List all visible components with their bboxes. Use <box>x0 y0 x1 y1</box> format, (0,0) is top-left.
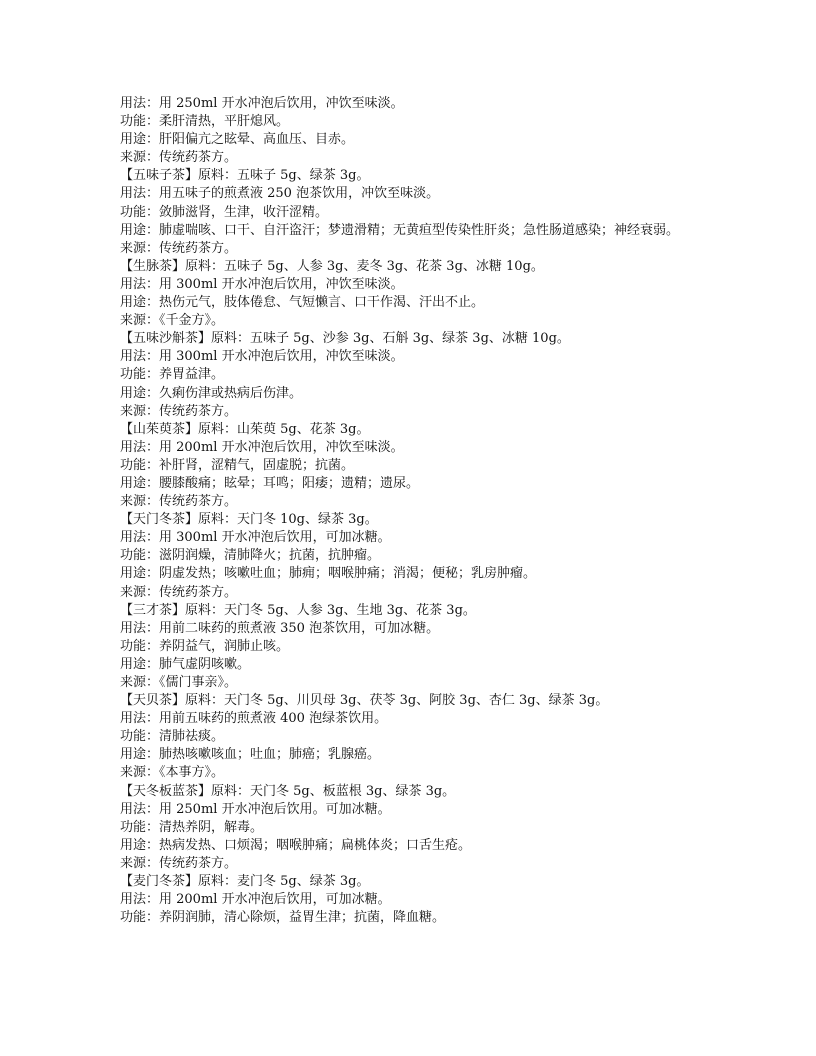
text-line: 功能：柔肝清热，平肝熄风。 <box>120 114 290 130</box>
recipe-heading: 【天冬板蓝茶】原料：天门冬 5g、板蓝根 3g、绿茶 3g。 <box>120 783 456 799</box>
recipe-heading: 【天贝茶】原料：天门冬 5g、川贝母 3g、茯苓 3g、阿胶 3g、杏仁 3g、绿茶 3g。 <box>120 693 609 709</box>
text-line: 功能：清热养阴，解毒。 <box>120 819 264 835</box>
text-line: 功能：滋阴润燥，清肺降火；抗菌，抗肿瘤。 <box>120 548 381 564</box>
text-line: 功能：养阴益气，润肺止咳。 <box>120 638 290 654</box>
document-body <box>120 95 720 927</box>
text-line: 用法：用 300ml 开水冲泡后饮用，冲饮至味淡。 <box>120 276 404 292</box>
text-line: 用法：用 250ml 开水冲泡后饮用，冲饮至味淡。 <box>120 96 404 111</box>
text-line: 来源：传统药茶方。 <box>120 150 238 166</box>
text-line: 用途：久痢伤津或热病后伤津。 <box>120 385 303 401</box>
text-line: 功能：清肺祛痰。 <box>120 729 225 745</box>
text-line: 用法：用五味子的煎煮液 250 泡茶饮用，冲饮至味淡。 <box>120 186 440 202</box>
text-line: 功能：养阴润肺，清心除烦，益胃生津；抗菌，降血糖。 <box>120 910 446 926</box>
text-line: 来源：传统药茶方。 <box>120 855 238 871</box>
text-line: 来源：《千金方》。 <box>120 313 225 329</box>
text-line: 来源：《本事方》。 <box>120 765 225 781</box>
text-line: 用法：用 200ml 开水冲泡后饮用，冲饮至味淡。 <box>120 439 404 455</box>
text-line: 来源：传统药茶方。 <box>120 240 238 256</box>
text-line: 用途：阴虚发热；咳嗽吐血；肺痈；咽喉肿痛；消渴；便秘；乳房肿瘤。 <box>120 566 537 582</box>
text-line: 来源：《儒门事亲》。 <box>120 675 238 690</box>
text-line: 用法：用前五味药的煎煮液 400 泡绿茶饮用。 <box>120 711 388 727</box>
recipe-heading: 【天门冬茶】原料：天门冬 10g、绿茶 3g。 <box>120 512 378 528</box>
text-line: 功能：补肝肾，涩精气，固虚脱；抗菌。 <box>120 457 355 473</box>
text-line: 用法：用前二味药的煎煮液 350 泡茶饮用，可加冰糖。 <box>120 620 440 636</box>
text-line: 用途：肝阳偏亢之眩晕、高血压、目赤。 <box>120 132 355 148</box>
text-line: 功能：敛肺滋肾，生津，收汗涩精。 <box>120 204 329 220</box>
text-line: 用途：肺气虚阴咳嗽。 <box>120 656 251 672</box>
text-line: 用法：用 300ml 开水冲泡后饮用，冲饮至味淡。 <box>120 349 404 365</box>
text-line: 用途：热伤元气，肢体倦怠、气短懒言、口干作渴、汗出不止。 <box>120 295 485 311</box>
text-line: 用途：腰膝酸痛；眩晕；耳鸣；阳痿；遗精；遗尿。 <box>120 475 420 491</box>
recipe-heading: 【生脉茶】原料：五味子 5g、人参 3g、麦冬 3g、花茶 3g、冰糖 10g。 <box>120 258 544 274</box>
text-line: 来源：传统药茶方。 <box>120 584 238 600</box>
recipe-heading: 【五味子茶】原料：五味子 5g、绿茶 3g。 <box>120 168 370 184</box>
text-line: 来源：传统药茶方。 <box>120 494 238 510</box>
text-line: 用途：热病发热、口烦渴；咽喉肿痛；扁桃体炎；口舌生疮。 <box>120 837 472 853</box>
recipe-heading: 【五味沙斛茶】原料：五味子 5g、沙参 3g、石斛 3g、绿茶 3g、冰糖 10g。 <box>120 331 570 347</box>
text-line: 功能：养胃益津。 <box>120 367 225 383</box>
text-line: 用法：用 300ml 开水冲泡后饮用，可加冰糖。 <box>120 530 391 546</box>
text-line: 用法：用 250ml 开水冲泡后饮用。可加冰糖。 <box>120 801 391 817</box>
recipe-heading: 【麦门冬茶】原料：麦门冬 5g、绿茶 3g。 <box>120 874 370 890</box>
text-line: 来源：传统药茶方。 <box>120 403 238 419</box>
text-line: 用法：用 200ml 开水冲泡后饮用，可加冰糖。 <box>120 892 391 908</box>
recipe-heading: 【山茱萸茶】原料：山茱萸 5g、花茶 3g。 <box>120 421 370 437</box>
text-line: 用途：肺虚喘咳、口干、自汗盗汗；梦遗滑精；无黄疸型传染性肝炎；急性肠道感染；神经衰弱。 <box>120 222 680 238</box>
recipe-heading: 【三才茶】原料：天门冬 5g、人参 3g、生地 3g、花茶 3g。 <box>120 602 476 618</box>
text-line: 用途：肺热咳嗽咳血；吐血；肺癌；乳腺癌。 <box>120 747 381 763</box>
